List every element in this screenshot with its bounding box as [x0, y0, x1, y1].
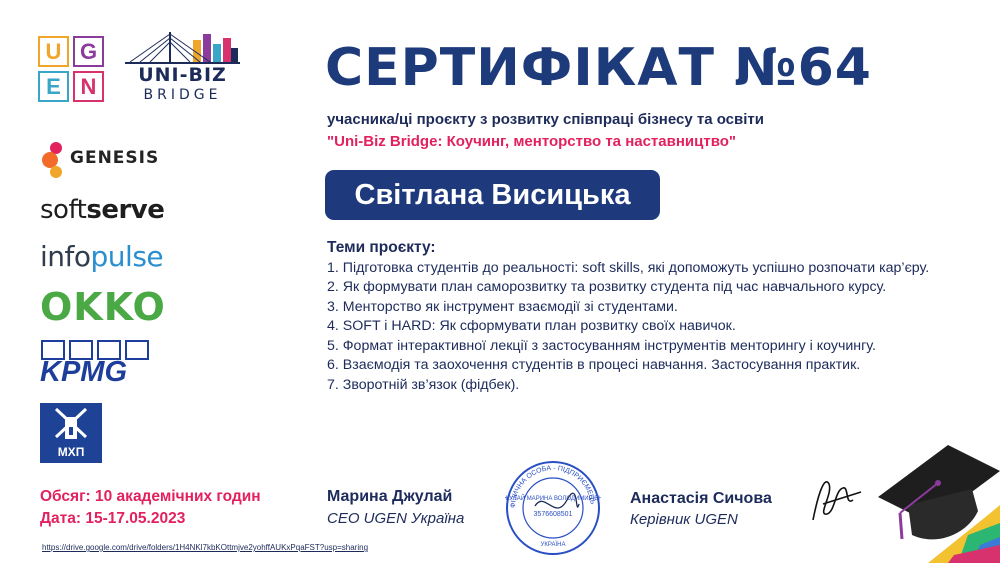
- genesis-logo: [40, 140, 180, 180]
- infopulse-text-a: info: [40, 240, 91, 273]
- drive-link[interactable]: https://drive.google.com/drive/folders/1H4NKl7kbKOttmjve2yohffAUKxPqaFST?usp=sharing: [42, 543, 369, 552]
- topic-item: 1. Підготовка студентів до реальності: soft skills, які допоможуть успішно розпочати кар’єру.: [327, 259, 930, 276]
- ugen-logo: [38, 36, 104, 102]
- genesis-text: GENESIS: [70, 148, 160, 168]
- stamp-outer-text: ФІЗИЧНА ОСОБА - ПІДПРИЄМЕЦЬ: [509, 464, 596, 509]
- kpmg-logo: [40, 340, 152, 386]
- stamp-icon: [505, 460, 601, 556]
- ugen-letter-u: U: [38, 36, 69, 67]
- project-name: "Uni-Biz Bridge: Коучинг, менторство та наставництво": [327, 133, 736, 150]
- unibiz-bridge-logo: [125, 30, 240, 105]
- signature-icon: [805, 470, 865, 530]
- ugen-letter-g: G: [73, 36, 104, 67]
- topic-item: 7. Зворотній зв’язок (фідбек).: [327, 376, 520, 393]
- course-volume: Обсяг: 10 академічних годин: [40, 488, 261, 505]
- infopulse-logo: [40, 240, 163, 273]
- course-dates: Дата: 15-17.05.2023: [40, 510, 186, 527]
- signatory-1-name: Марина Джулай: [327, 488, 453, 505]
- topic-item: 3. Менторство як інструмент взаємодії зі студентами.: [327, 298, 678, 315]
- softserve-text-b: serve: [86, 195, 165, 225]
- kpmg-text: KPMG: [40, 356, 127, 388]
- certificate-subtitle: учасника/ці проєкту з розвитку співпраці бізнесу та освіти: [327, 111, 764, 128]
- topic-item: 4. SOFT і HARD: Як сформувати план розвитку своїх навичок.: [327, 318, 736, 334]
- official-stamp: [505, 460, 601, 556]
- graduation-cap-icon: [868, 405, 1000, 563]
- topic-item: 5. Формат інтерактивної лекції з застосуванням інструментів менторингу і коучингу.: [327, 337, 876, 354]
- stamp-inner-text: ЖУЛАЙ МАРИНА ВОЛОДИМИРІВН: [505, 496, 601, 502]
- okko-logo: OKKO: [40, 285, 166, 329]
- topic-item: 2. Як формувати план саморозвитку та розвитку студента під час навчального курсу.: [327, 279, 887, 295]
- mhp-text: МХП: [57, 445, 85, 459]
- participant-name: Світлана Висицька: [325, 170, 660, 220]
- stamp-country: УКРАЇНА: [540, 542, 566, 548]
- signatory-2-name: Анастасія Сичова: [630, 490, 772, 507]
- topic-item: 6. Взаємодія та заохочення студентів в процесі навчання. Застосування практик.: [327, 357, 861, 373]
- mhp-logo: [40, 403, 102, 463]
- handwritten-signature: [805, 470, 865, 530]
- signatory-1-role: CEO UGEN Україна: [327, 510, 465, 527]
- softserve-text-a: soft: [40, 195, 87, 225]
- topics-list: [327, 238, 967, 395]
- windmill-icon: [40, 403, 102, 443]
- infopulse-text-b: pulse: [90, 240, 164, 273]
- genesis-icon: [40, 140, 70, 180]
- stamp-code: 3576608501: [533, 511, 573, 518]
- course-info: [40, 486, 261, 530]
- softserve-logo: [40, 195, 164, 225]
- unibiz-logo-line2: BRIDGE: [143, 87, 222, 103]
- graduation-cap-decoration: [868, 405, 1000, 563]
- topics-heading: Теми проєкту:: [327, 239, 436, 256]
- certificate-title: СЕРТИФІКАТ №64: [325, 38, 872, 98]
- ugen-letter-n: N: [73, 71, 104, 102]
- ugen-letter-e: E: [38, 71, 69, 102]
- signatory-2-role: Керівник UGEN: [630, 511, 738, 528]
- bridge-skyline-icon: [125, 30, 240, 66]
- unibiz-logo-line1: UNI-BIZ: [138, 64, 227, 86]
